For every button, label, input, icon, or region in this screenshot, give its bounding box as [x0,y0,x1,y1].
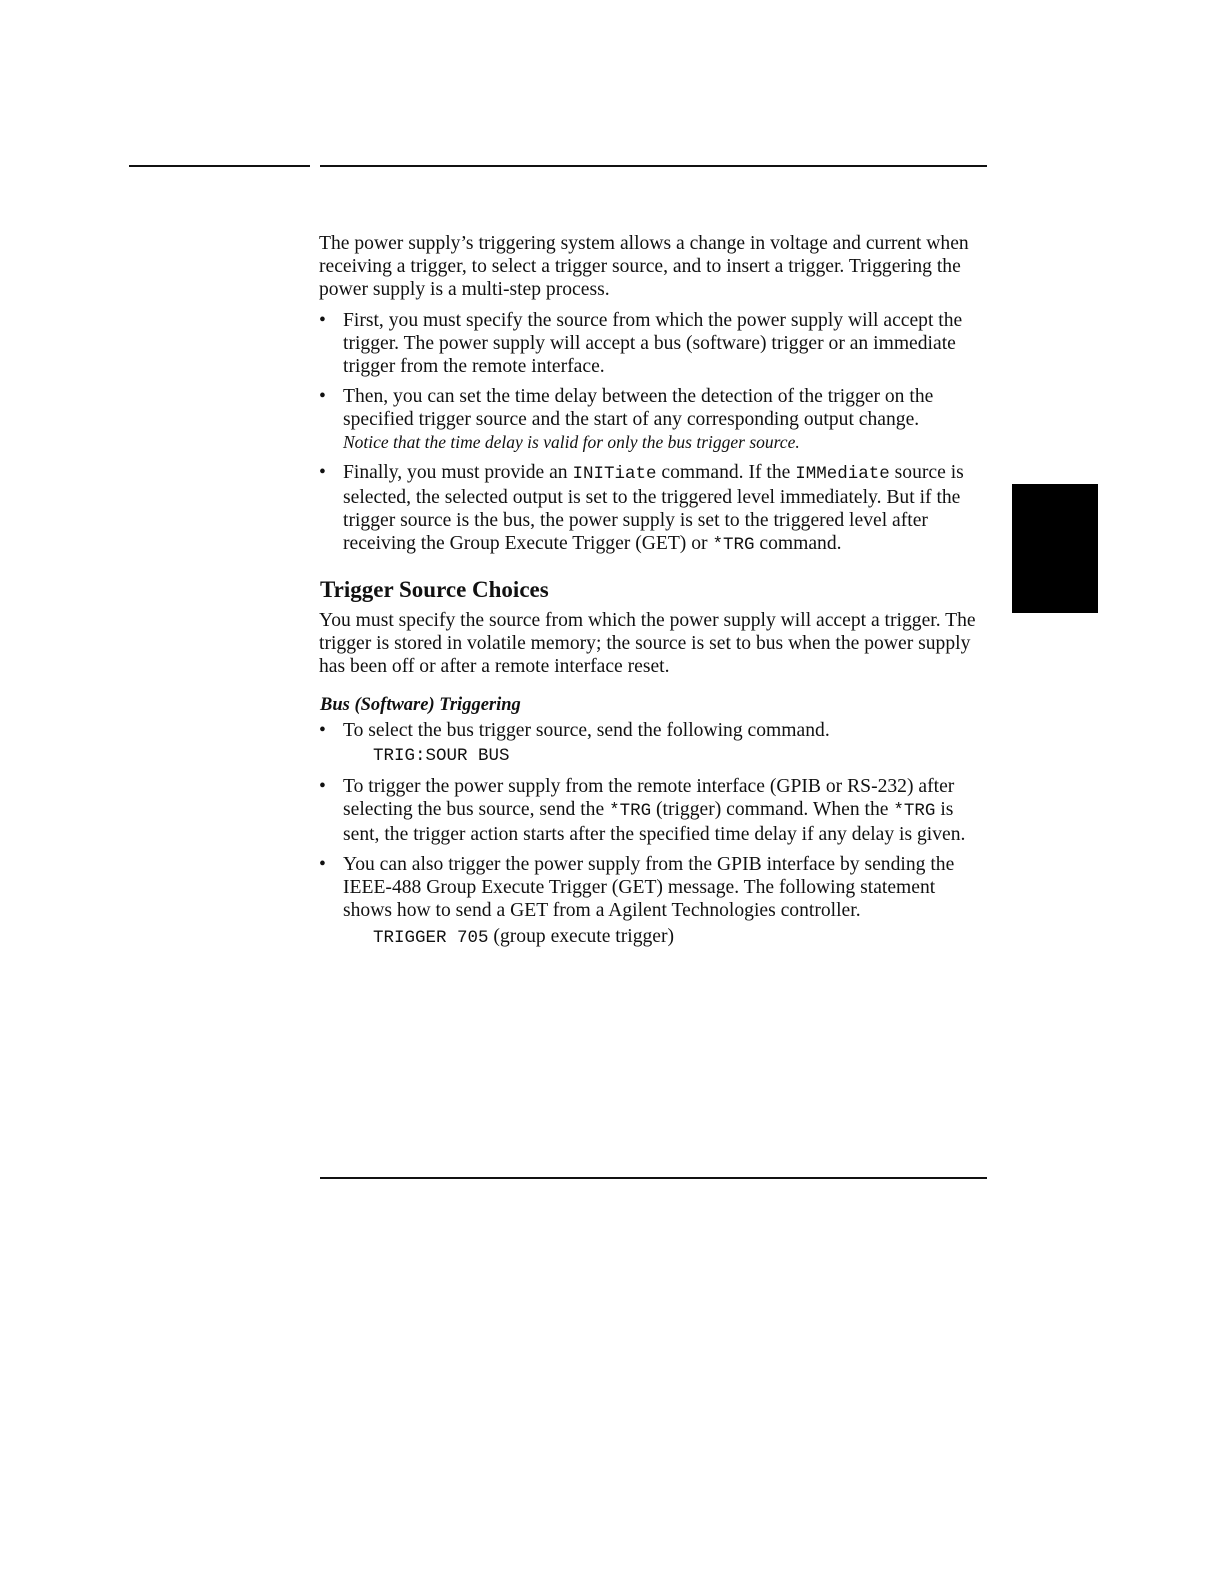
bullet-icon: • [319,462,326,483]
trigger-steps-list [319,309,989,557]
step-then-text: Then, you can set the time delay between the detection of the trigger on the specified trigger source and the start of any corresponding output change. [343,386,934,430]
section-heading: Trigger Source Choices [320,577,549,602]
trg-command: *TRG [893,801,936,821]
list-item [319,309,989,378]
trig-sour-bus-code: TRIG:SOUR BUS [373,746,510,766]
step-first-text: First, you must specify the source from which the power supply will accept the trigger. The power supply will accept a bus (software) trigger or an immediate trigger from the remote interface. [343,310,963,377]
initiate-command: INITiate [572,464,657,484]
header-rule [320,165,987,167]
bullet-icon: • [319,720,326,741]
page-body [319,232,989,957]
bullet-icon: • [319,776,326,797]
gpib-get-text: You can also trigger the power supply from the GPIB interface by sending the IEEE-488 Group Execute Trigger (GET) message. The following statement shows how to send a GET from a Agilent Technologies controller. [343,854,955,921]
list-item [319,461,989,557]
intro-paragraph: The power supply’s triggering system allows a change in voltage and current when receiving a trigger, to select a trigger source, and to insert a trigger. Triggering the power supply is a multi-step process. [319,233,969,300]
immediate-command: IMMediate [795,464,890,484]
trigger-705-code: TRIGGER 705 [373,928,489,948]
bullet-icon: • [319,386,326,407]
bus-trigger-text-3: is sent, the trigger action starts after the specified time delay if any delay is given. [343,799,966,845]
step-finally-text-1: Finally, you must provide an [343,462,573,483]
header-rule-left [129,165,310,167]
step-finally-text-4: command. [754,533,842,554]
list-item [319,719,989,768]
footer-rule [320,1177,987,1179]
bullet-icon: • [319,854,326,875]
bus-trigger-list [319,719,989,950]
chapter-tab-marker [1012,484,1098,613]
bus-select-text: To select the bus trigger source, send the following command. [343,720,830,741]
list-item [319,385,989,454]
bus-trigger-text-1: To trigger the power supply from the remote interface (GPIB or RS-232) after selecting the bus source, send the [343,776,955,820]
step-finally-text-3: source is selected, the selected output is set to the triggered level immediately. But if the trigger source is the bus, the power supply is set to the triggered level after receiving the Group Execute Trigger (GET) or [343,462,964,554]
trg-command: *TRG [609,801,652,821]
delay-note: Notice that the time delay is valid for only the bus trigger source. [343,432,800,452]
list-item [319,775,989,846]
step-finally-text-2: command. If the [656,462,796,483]
bus-trigger-text-2: (trigger) command. When the [651,799,894,820]
trigger-705-line [373,925,989,950]
trg-command: *TRG [712,535,755,555]
section-paragraph: You must specify the source from which the power supply will accept a trigger. The trigger is stored in volatile memory; the source is set to bus when the power supply has been off or after a remote interface reset. [319,610,976,677]
bullet-icon: • [319,310,326,331]
trigger-705-comment: (group execute trigger) [488,926,675,947]
subsection-heading: Bus (Software) Triggering [320,695,521,715]
list-item [319,853,989,950]
